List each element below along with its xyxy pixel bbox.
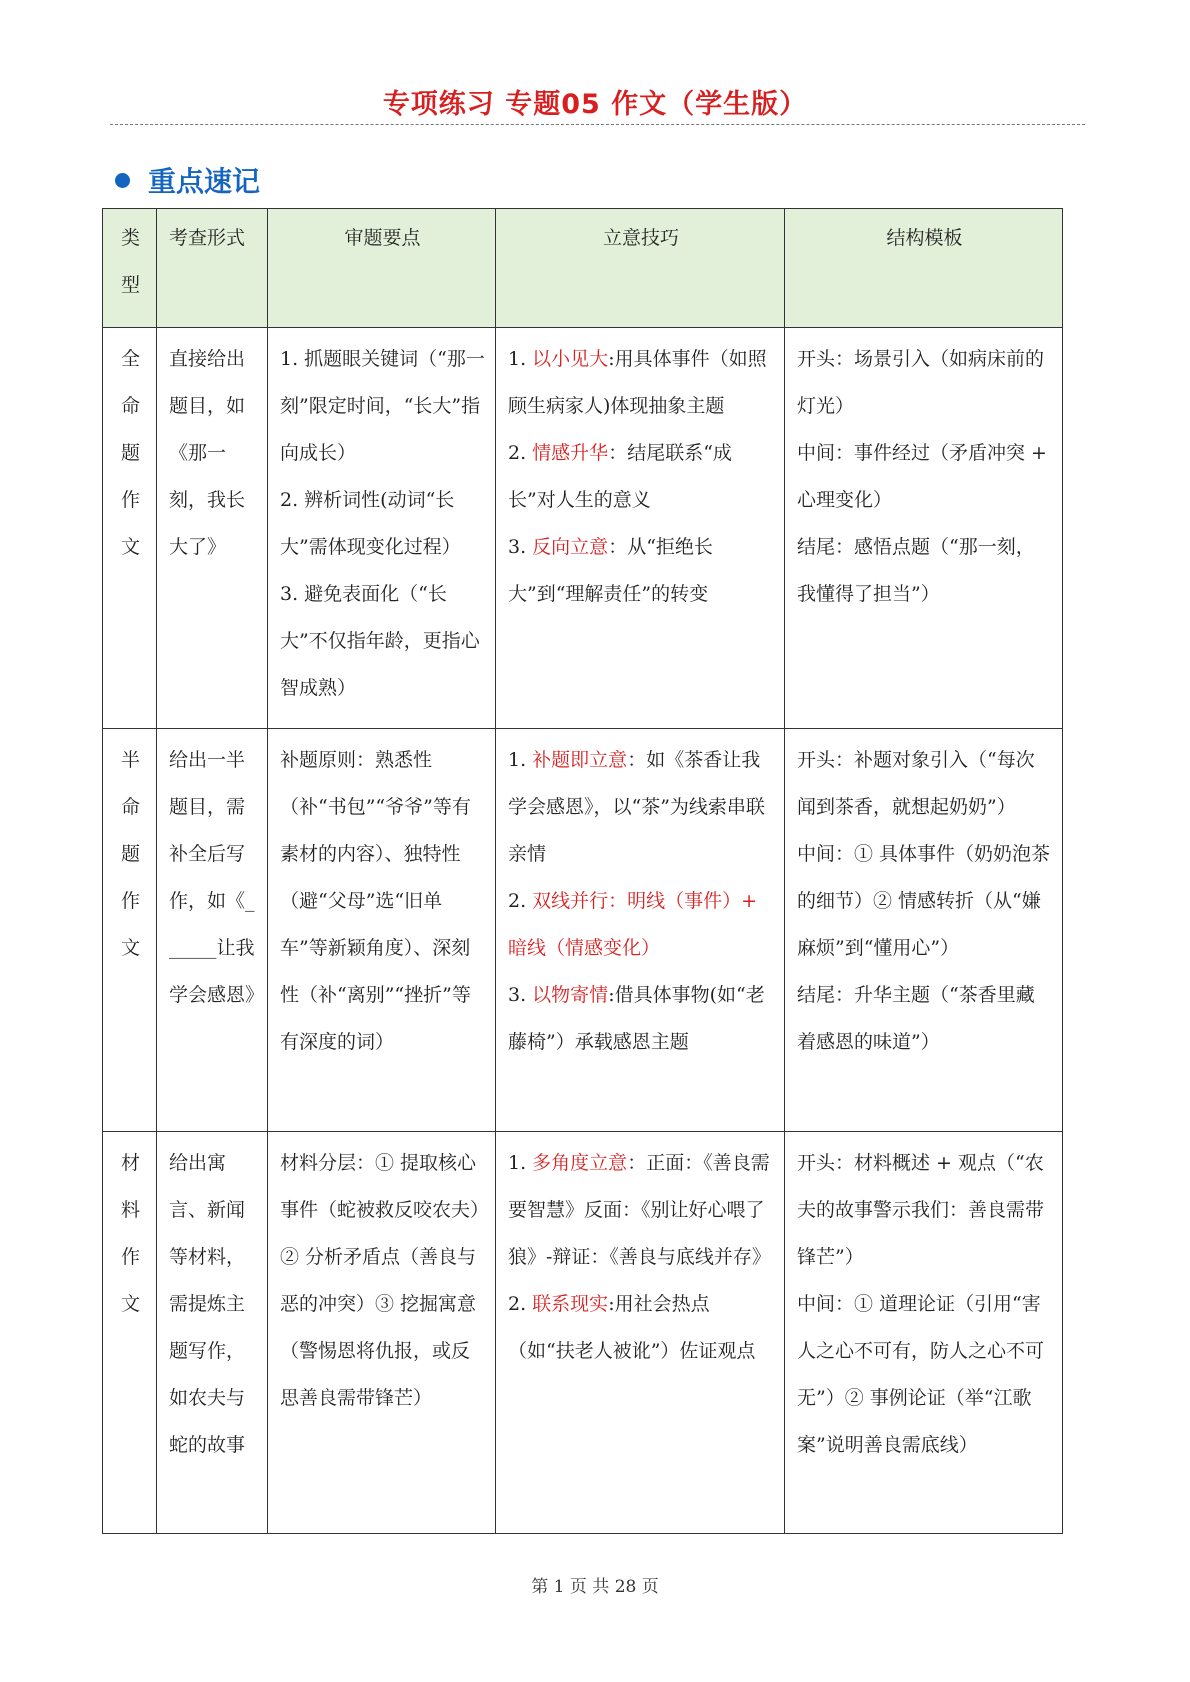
cell-form: 给出寓言、新闻等材料，需提炼主题写作，如农夫与蛇的故事 (157, 1132, 268, 1534)
bullet-dot-icon (115, 173, 130, 188)
table-row (103, 328, 1063, 729)
page-title: 专项练习 专题05 作文（学生版） (382, 89, 808, 120)
skill-item: 2. 双线并行：明线（事件）+ 暗线（情感变化） (508, 890, 758, 959)
template-item: 中间：① 具体事件（奶奶泡茶的细节）② 情感转折（从“嫌麻烦”到“懂用心”） (797, 843, 1051, 959)
skill-keyword: 以物寄情 (532, 984, 609, 1006)
cell-template (785, 729, 1063, 1132)
skill-item: 1. 补题即立意：如《茶香让我学会感恩》，以“茶”为线索串联亲情 (508, 749, 765, 865)
point-item: 材料分层：① 提取核心事件（蛇被救反咬农夫）② 分析矛盾点（善良与恶的冲突）③ 挖掘寓意（警惕恩将仇报，或反思善良需带锋芒） (280, 1152, 480, 1409)
summary-table (102, 208, 1063, 1534)
cell-template (785, 328, 1063, 729)
cell-type: 材料作文 (103, 1132, 157, 1534)
skill-keyword: 情感升华 (532, 442, 609, 464)
table-header-row (103, 209, 1063, 328)
skill-item: 3. 以物寄情:借具体事物(如“老藤椅”）承载感恩主题 (508, 984, 765, 1053)
table-row (103, 729, 1063, 1132)
cell-form: 给出一半题目，需补全后写作，如《______让我学会感恩》 (157, 729, 268, 1132)
cell-skills (496, 1132, 785, 1534)
cell-template (785, 1132, 1063, 1534)
skill-keyword: 双线并行：明线（事件）+ 暗线（情感变化） (508, 890, 758, 959)
point-item: 补题原则：熟悉性（补“书包”“爷爷”等有素材的内容）、独特性（避“父母”选“旧单车”等新颖角度）、深刻性（补“离别”“挫折”等有深度的词） (280, 749, 471, 1053)
header-type: 类型 (103, 209, 157, 328)
header-points: 审题要点 (268, 209, 496, 328)
skill-keyword: 以小见大 (532, 348, 609, 370)
table-row (103, 1132, 1063, 1534)
header-template: 结构模板 (785, 209, 1063, 328)
page-footer: 第 1 页 共 28 页 (531, 1577, 659, 1597)
cell-points (268, 729, 496, 1132)
cell-skills (496, 328, 785, 729)
template-item: 中间：① 道理论证（引用“害人之心不可有，防人之心不可无”）② 事例论证（举“江歌案”说明善良需底线） (797, 1293, 1045, 1456)
skill-item: 1. 以小见大:用具体事件（如照顾生病家人)体现抽象主题 (508, 348, 767, 417)
skill-item: 2. 情感升华：结尾联系“成长”对人生的意义 (508, 442, 732, 511)
point-item: 2. 辨析词性(动词“长大”需体现变化过程） (280, 489, 461, 558)
skill-item: 1. 多角度立意：正面：《善良需要智慧》反面：《别让好心喂了狼》-辩证：《善良与底线并存》 (508, 1152, 771, 1268)
template-item: 结尾：感悟点题（“那一刻，我懂得了担当”） (797, 536, 1035, 605)
skill-keyword: 联系现实 (532, 1293, 609, 1315)
point-item: 1. 抓题眼关键词（“那一刻”限定时间，“长大”指向成长） (280, 348, 485, 464)
template-item: 中间：事件经过（矛盾冲突 + 心理变化） (797, 442, 1047, 511)
point-item: 3. 避免表面化（“长大”不仅指年龄，更指心智成熟） (280, 583, 480, 699)
skill-keyword: 补题即立意 (532, 749, 628, 771)
skill-keyword: 反向立意 (532, 536, 609, 558)
title-divider (110, 124, 1085, 125)
section-title: 重点速记 (148, 165, 261, 198)
skill-item: 3. 反向立意：从“拒绝长大”到“理解责任”的转变 (508, 536, 713, 605)
cell-skills (496, 729, 785, 1132)
header-form: 考查形式 (157, 209, 268, 328)
template-item: 开头：补题对象引入（“每次闻到茶香，就想起奶奶”） (797, 749, 1035, 818)
cell-points (268, 328, 496, 729)
header-skills: 立意技巧 (496, 209, 785, 328)
section-heading (115, 160, 260, 200)
cell-type: 全命题作文 (103, 328, 157, 729)
cell-type: 半命题作文 (103, 729, 157, 1132)
skill-item: 2. 联系现实:用社会热点（如“扶老人被讹”）佐证观点 (508, 1293, 756, 1362)
template-item: 开头：场景引入（如病床前的灯光） (797, 348, 1045, 417)
template-item: 结尾：升华主题（“茶香里藏着感恩的味道”） (797, 984, 1035, 1053)
skill-keyword: 多角度立意 (532, 1152, 628, 1174)
template-item: 开头：材料概述 + 观点（“农夫的故事警示我们：善良需带锋芒”） (797, 1152, 1045, 1268)
cell-form: 直接给出题目，如《那一刻，我长大了》 (157, 328, 268, 729)
cell-points (268, 1132, 496, 1534)
